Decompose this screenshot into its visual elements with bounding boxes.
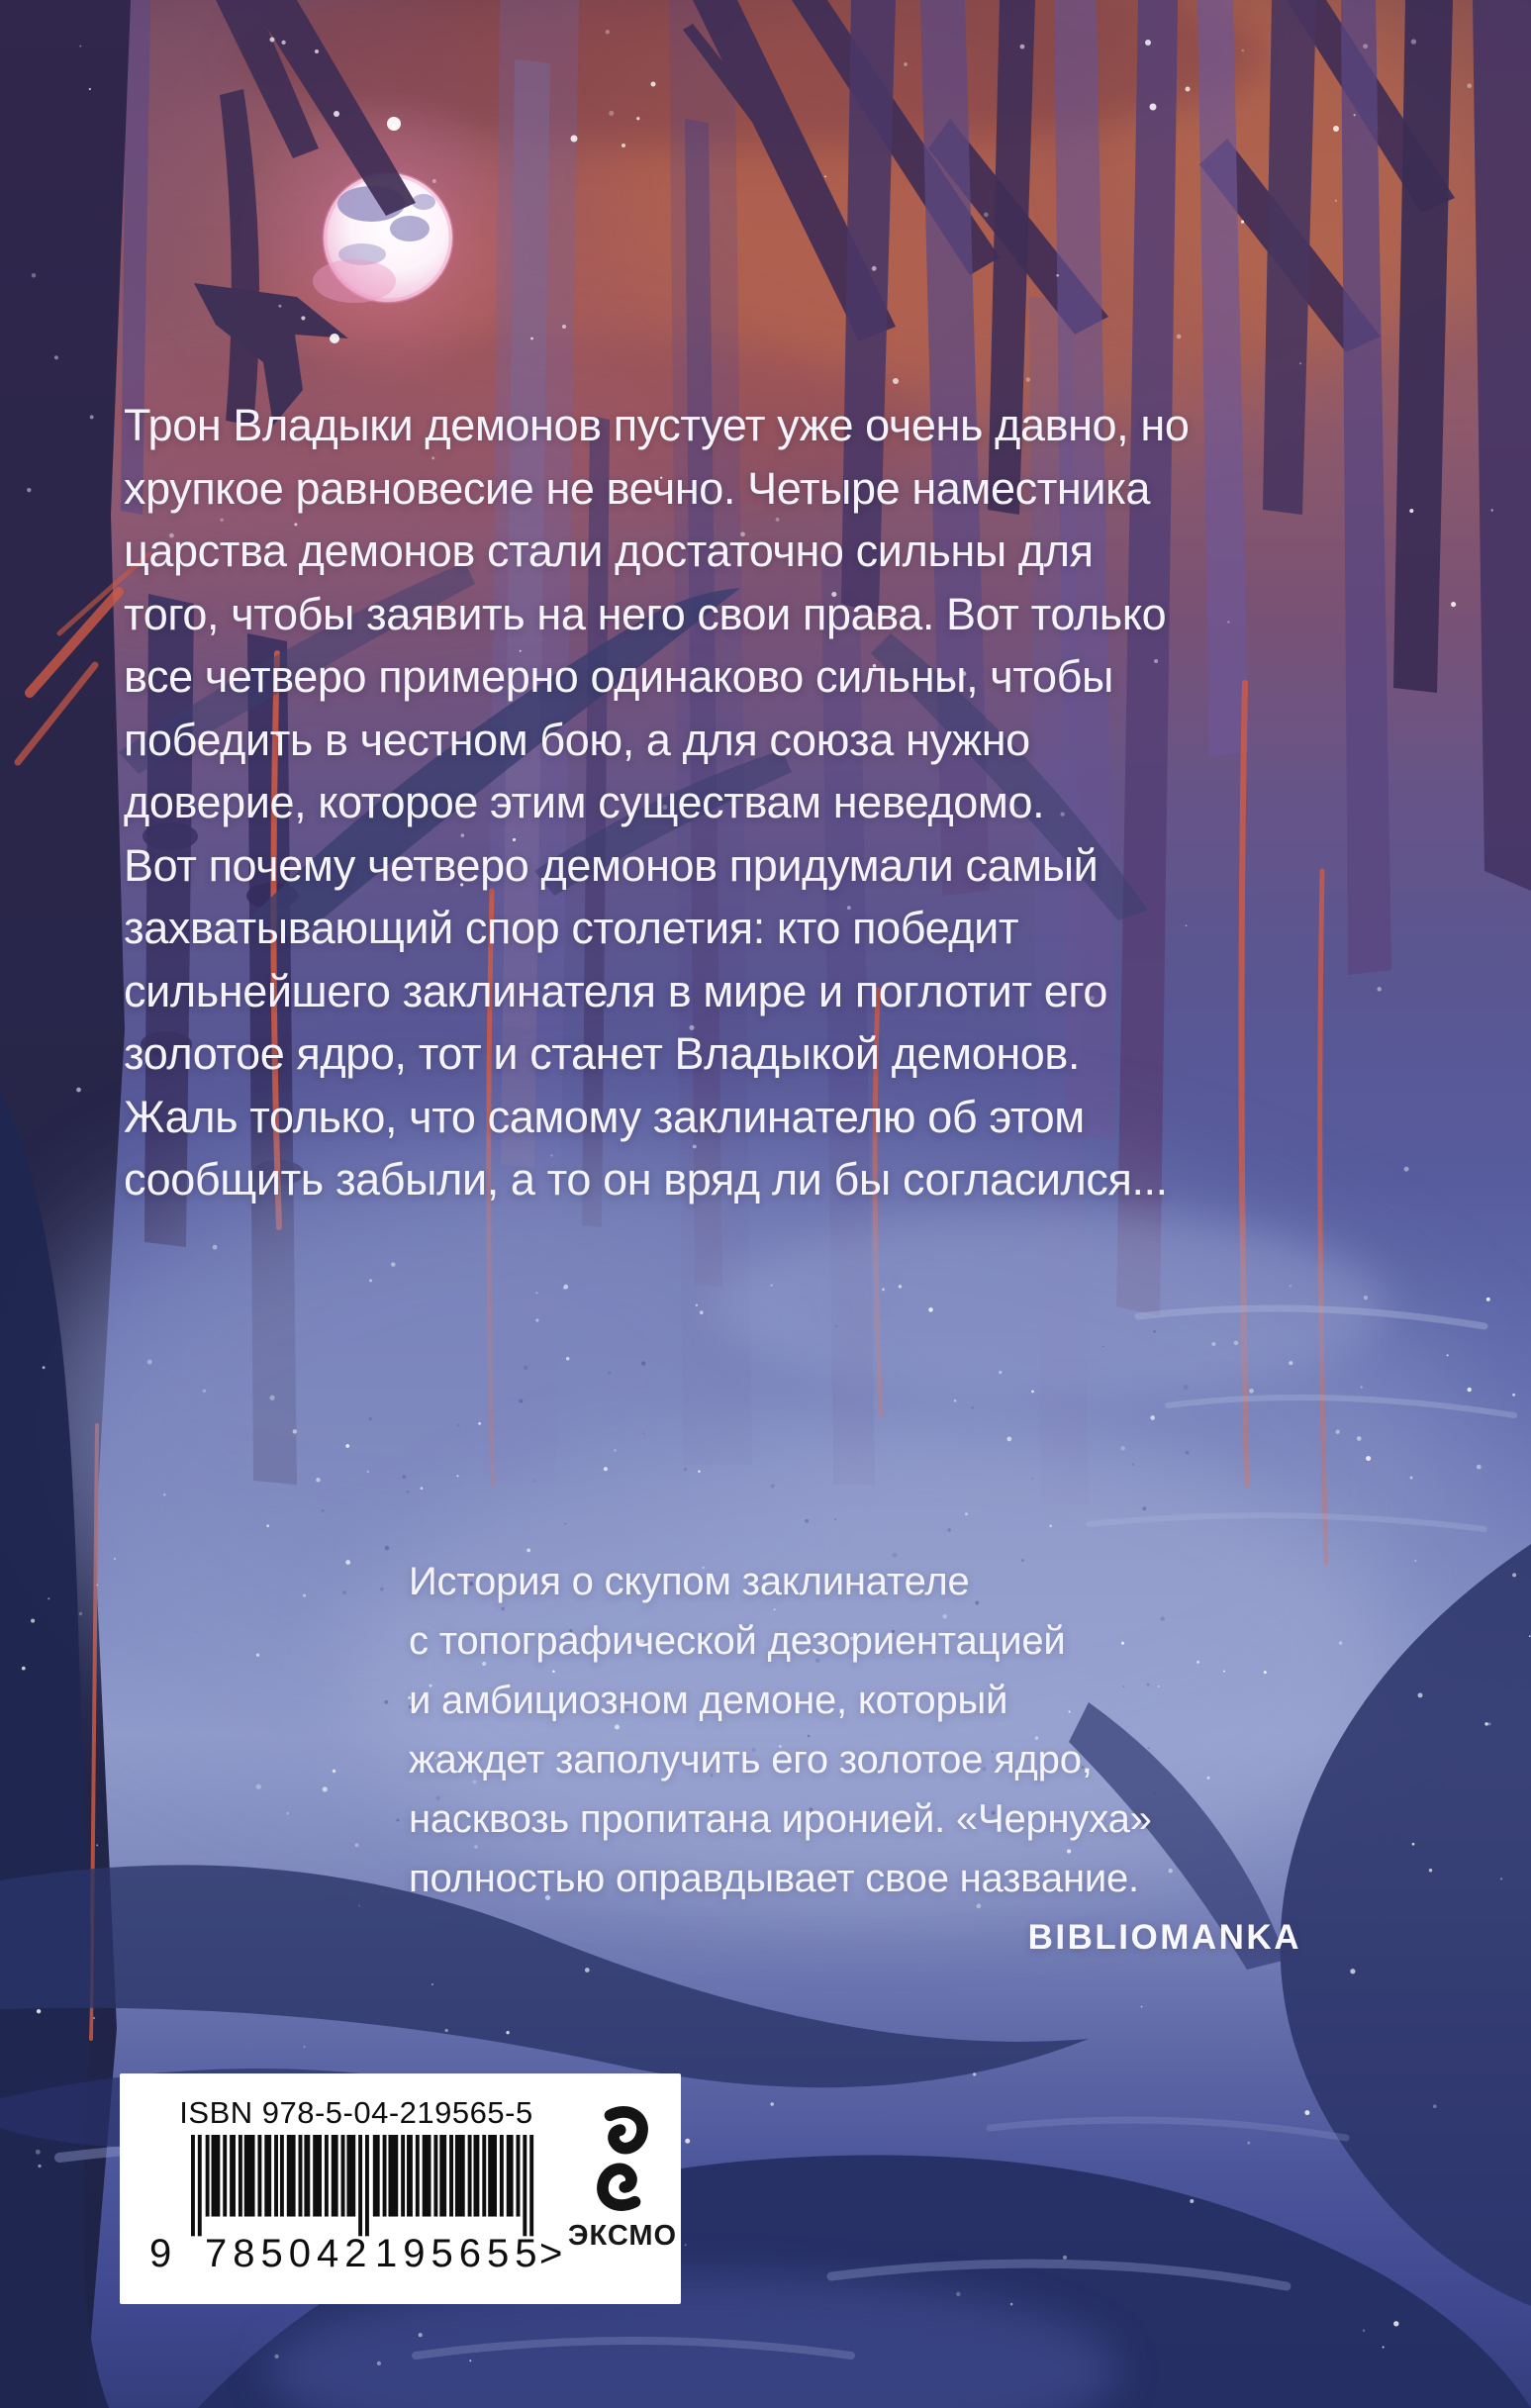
review-line: и амбициозном демоне, который (409, 1679, 1008, 1722)
annotation-line: хрупкое равновесие не вечно. Четыре наместника (124, 462, 1150, 514)
annotation-line: царства демонов стали достаточно сильны для (124, 526, 1094, 576)
annotation-line: все четверо примерно одинаково сильны, чтобы (124, 651, 1113, 702)
review-line: насквозь пропитана иронией. «Чернуха» (409, 1797, 1152, 1841)
review-attribution: BIBLIOMANKA (1027, 1918, 1301, 1957)
annotation-line: золотое ядро, тот и станет Владыкой демонов. (124, 1028, 1081, 1079)
annotation-line: сообщить забыли, а то он вряд ли бы согласился... (124, 1154, 1168, 1204)
eksmo-swirl-logo-icon (584, 2103, 661, 2214)
publisher-block (567, 2103, 678, 2253)
barcode-box (120, 2073, 681, 2304)
publisher-name: ЭКСМО (567, 2220, 678, 2252)
review-quote (409, 1552, 1309, 1908)
annotation-line: захватывающий спор столетия: кто победит (124, 903, 1019, 953)
annotation-line: победить в честном бою, а для союза нужно (124, 714, 1030, 765)
ean-digit-group: > (539, 2232, 563, 2275)
review-line: История о скупом заклинателе (409, 1560, 970, 1603)
annotation-line: того, чтобы заявить на него свои права. Вот только (124, 588, 1167, 639)
ean-digits (149, 2232, 569, 2275)
ean-digit-group: 785042 (205, 2232, 373, 2275)
annotation-line: Трон Владыки демонов пустует уже очень давно, но (124, 400, 1190, 450)
annotation-line: Вот почему четверо демонов придумали самый (124, 839, 1099, 891)
isbn-label: ISBN 978-5-04-219565-5 (179, 2095, 533, 2130)
ean-digit-group: 195655 (375, 2232, 543, 2275)
ean-digit-group: 9 (149, 2232, 172, 2275)
review-line: жаждет заполучить его золотое ядро, (409, 1738, 1093, 1782)
ean13-barcode (191, 2135, 539, 2238)
review-line: с топографической дезориентацией (409, 1619, 1066, 1663)
annotation-line: Жаль только, что самому заклинателю об этом (124, 1091, 1085, 1142)
annotation-line: доверие, которое этим существам неведомо. (124, 777, 1045, 827)
annotation-text (124, 394, 1371, 1211)
annotation-line: сильнейшего заклинателя в мире и поглотит его (124, 965, 1107, 1016)
review-line: полностью оправдывает свое название. (409, 1857, 1139, 1900)
